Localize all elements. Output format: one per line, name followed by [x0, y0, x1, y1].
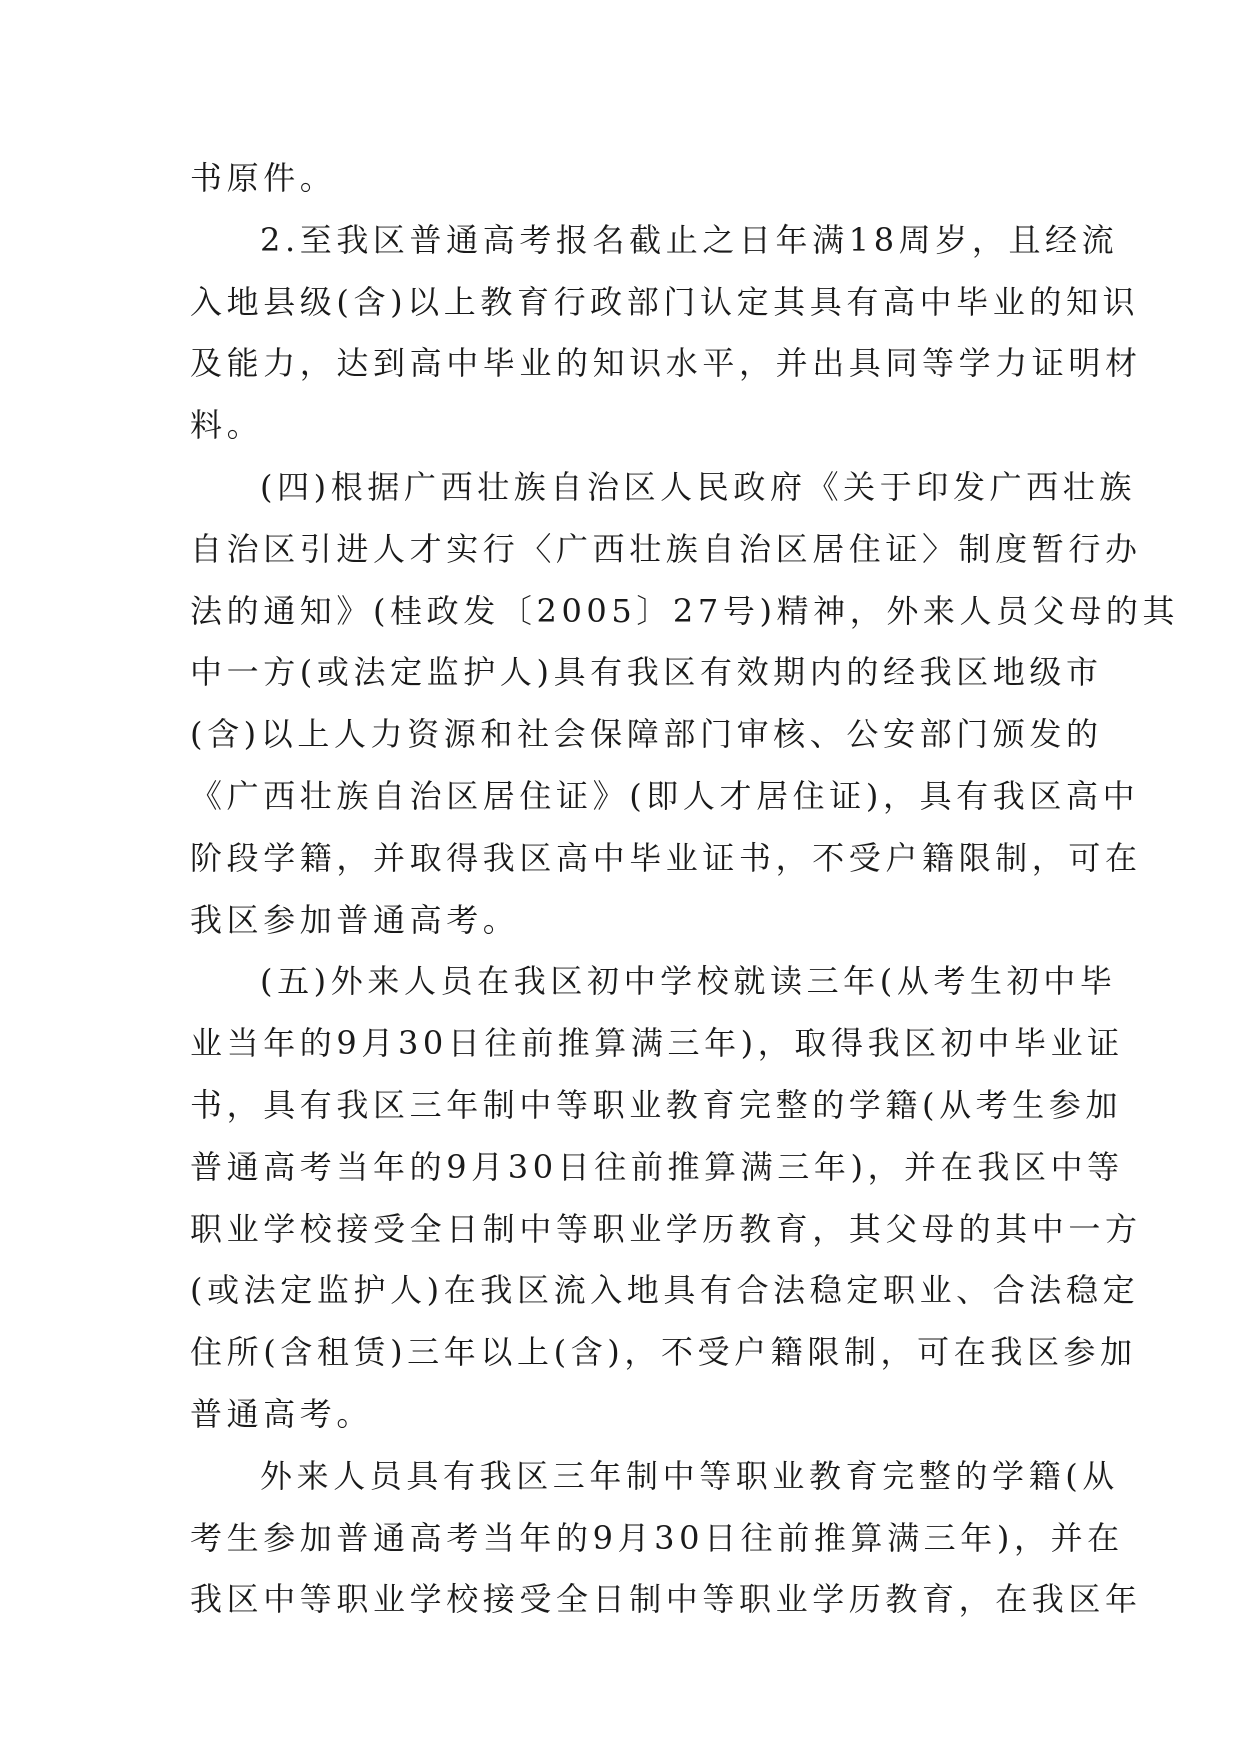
text-line: 书原件。: [190, 159, 337, 197]
text-line: 阶段学籍，并取得我区高中毕业证书，不受户籍限制，可在: [190, 838, 1142, 877]
text-line: 外来人员具有我区三年制中等职业教育完整的学籍(从: [260, 1456, 1119, 1495]
text-line: (四)根据广西壮族自治区人民政府《关于印发广西壮族: [260, 467, 1136, 506]
text-line: 料。: [190, 406, 264, 445]
text-line: 普通高考。: [190, 1394, 374, 1433]
text-line: 职业学校接受全日制中等职业学历教育，其父母的其中一方: [190, 1209, 1142, 1248]
text-line: 普通高考当年的9月30日往前推算满三年)，并在我区中等: [190, 1147, 1124, 1186]
text-line: 自治区引进人才实行〈广西壮族自治区居住证〉制度暂行办: [190, 529, 1142, 568]
text-line: 法的通知》(桂政发〔2005〕27号)精神，外来人员父母的其: [190, 591, 1180, 630]
text-line: 及能力，达到高中毕业的知识水平，并出具同等学力证明材: [190, 344, 1142, 383]
text-line: (或法定监护人)在我区流入地具有合法稳定职业、合法稳定: [190, 1271, 1140, 1310]
text-line: 书，具有我区三年制中等职业教育完整的学籍(从考生参加: [190, 1085, 1123, 1124]
text-line: 2.至我区普通高考报名截止之日年满18周岁，且经流: [260, 220, 1119, 259]
text-line: 中一方(或法定监护人)具有我区有效期内的经我区地级市: [190, 653, 1103, 692]
text-line: 业当年的9月30日往前推算满三年)，取得我区初中毕业证: [190, 1024, 1124, 1063]
text-line: 《广西壮族自治区居住证》(即人才居住证)，具有我区高中: [190, 776, 1140, 815]
text-line: (含)以上人力资源和社会保障部门审核、公安部门颁发的: [190, 715, 1103, 754]
text-line: (五)外来人员在我区初中学校就读三年(从考生初中毕: [260, 962, 1117, 1001]
text-line: 我区参加普通高考。: [190, 900, 520, 939]
document-body: [190, 148, 1180, 1631]
text-line: 住所(含租赁)三年以上(含)，不受户籍限制，可在我区参加: [190, 1333, 1137, 1372]
text-line: 我区中等职业学校接受全日制中等职业学历教育，在我区年: [190, 1580, 1142, 1619]
text-line: 考生参加普通高考当年的9月30日往前推算满三年)，并在: [190, 1518, 1124, 1557]
text-line: 入地县级(含)以上教育行政部门认定其具有高中毕业的知识: [190, 282, 1140, 321]
